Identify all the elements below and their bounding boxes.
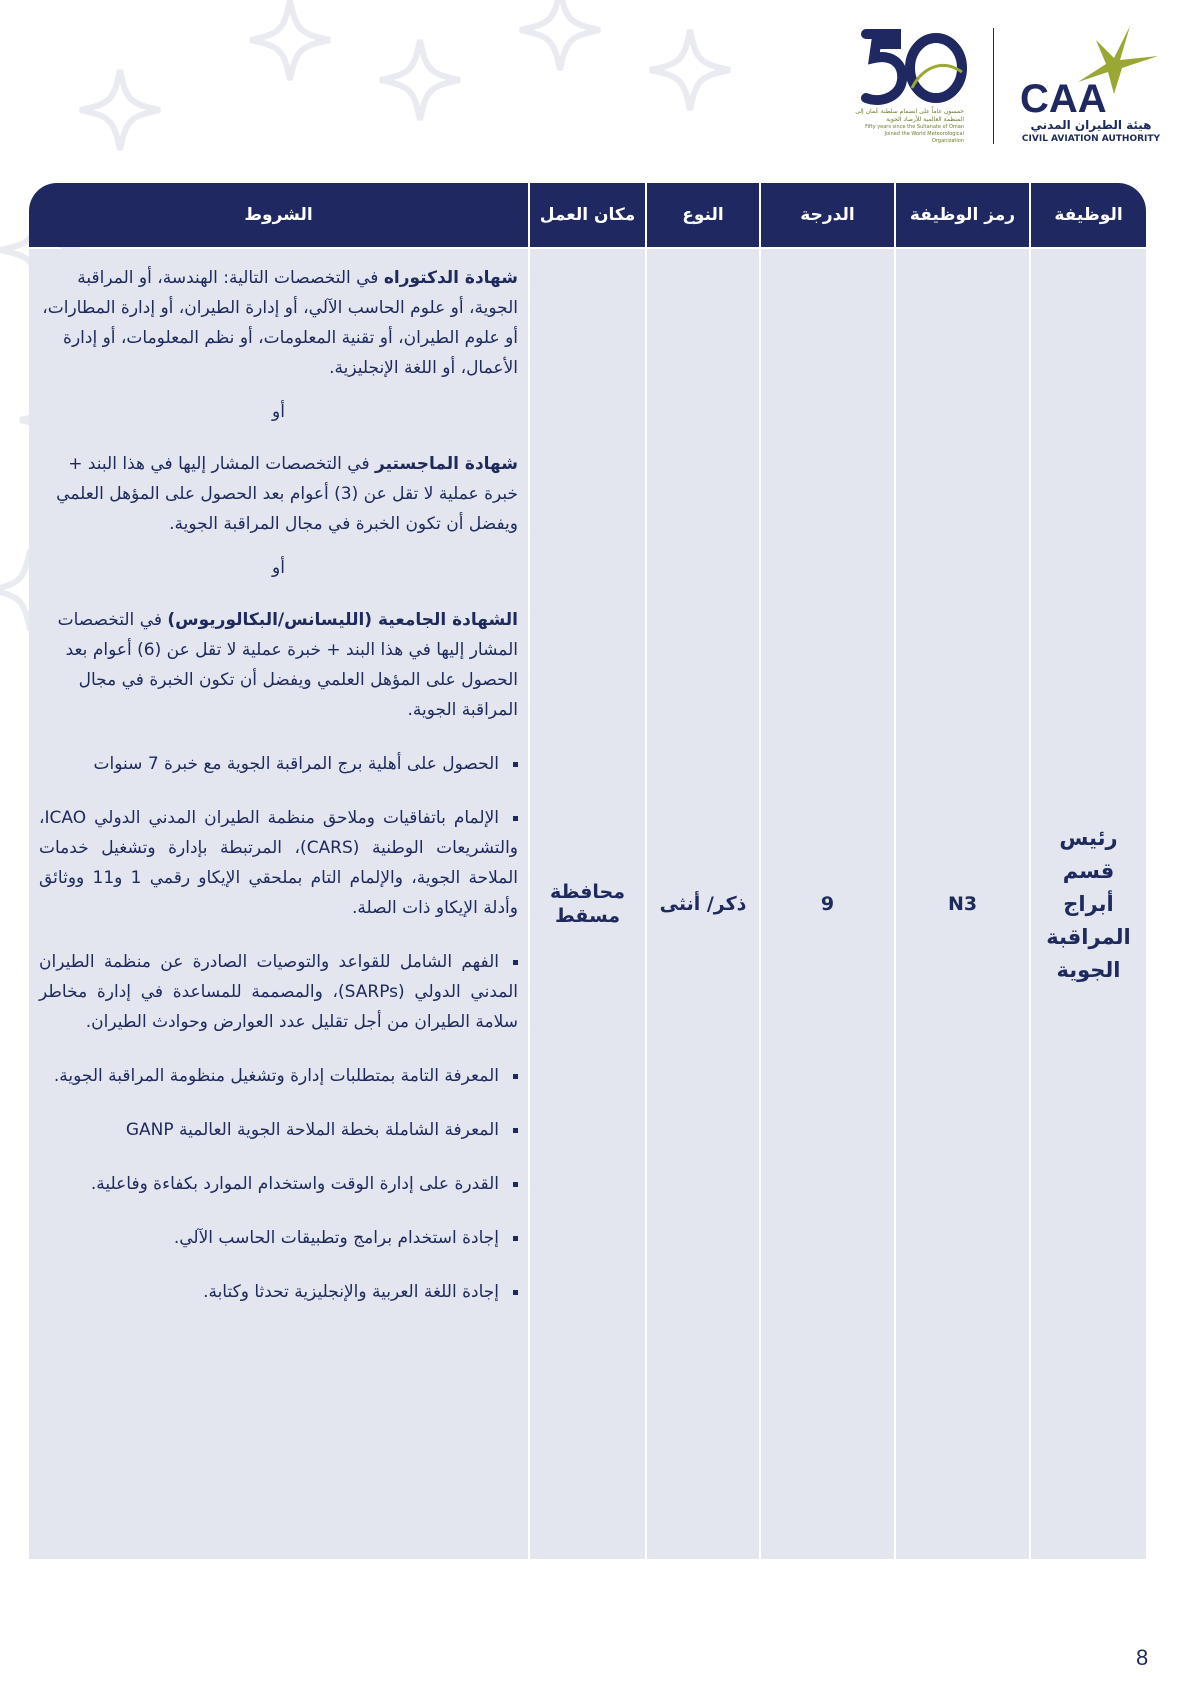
bullet-square-icon bbox=[513, 960, 518, 965]
bullet-square-icon bbox=[513, 1074, 518, 1079]
caa-mark-text: CAA bbox=[1020, 77, 1107, 118]
anniv-ar-text: خمسون عاماً على انضمام سلطنة عُمان إلى المنظمة العالمية للأرصاد الجوية bbox=[855, 108, 964, 123]
table-header bbox=[29, 183, 1146, 247]
qualification-title: شهادة الدكتوراه bbox=[383, 268, 518, 288]
requirements-list bbox=[39, 749, 518, 1307]
qualification-phd bbox=[39, 263, 518, 383]
bullet-square-icon bbox=[513, 816, 518, 821]
header-gender: النوع bbox=[645, 183, 759, 247]
caa-logo bbox=[1018, 26, 1164, 146]
bullet-square-icon bbox=[513, 1236, 518, 1241]
jobs-table bbox=[29, 183, 1146, 1559]
qualification-text: في التخصصات المشار إليها في هذا البند + خبرة عملية لا تقل عن (3) أعوام بعد الحصول على المؤهل العلمي ويفضل أن تكون الخبرة في مجال المراقبة الجوية. bbox=[56, 454, 518, 534]
qualification-text: في التخصصات التالية: الهندسة، أو المراقبة الجوية، أو علوم الحاسب الآلي، أو إدارة الطيران، أو إدارة المطارات، أو علوم الطيران، أو تقنية المعلومات، أو نظم المعلومات، أو إدارة الأعمال، أو اللغة الإنجليزية. bbox=[42, 268, 518, 378]
cell-code: N3 bbox=[894, 249, 1029, 1559]
cell-place: محافظة مسقط bbox=[528, 249, 645, 1559]
list-item bbox=[39, 1169, 518, 1199]
list-item-text: الحصول على أهلية برج المراقبة الجوية مع خبرة 7 سنوات bbox=[93, 754, 499, 774]
or-separator: أو bbox=[272, 402, 285, 422]
anniv-en-text: Fifty years since the Sultanate of Oman Joined the World Meteorological Organization bbox=[865, 124, 964, 144]
header-conditions: الشروط bbox=[244, 205, 313, 225]
cell-job: رئيس قسم أبراج المراقبة الجوية bbox=[1029, 249, 1146, 1559]
table-row bbox=[29, 249, 1146, 1559]
bullet-square-icon bbox=[513, 1290, 518, 1295]
cell-gender: ذكر/ أنثى bbox=[645, 249, 759, 1559]
caa-ar-text: هيئة الطيران المدني bbox=[1030, 118, 1152, 132]
or-separator: أو bbox=[272, 558, 285, 578]
page-number: 8 bbox=[1136, 1645, 1149, 1670]
cell-conditions bbox=[29, 249, 528, 1559]
caa-plane-icon bbox=[1018, 26, 1164, 118]
qualification-title: الشهادة الجامعية (الليسانس/البكالوريوس) bbox=[167, 610, 518, 630]
fifty-years-logo bbox=[852, 28, 970, 146]
qualification-bachelor bbox=[39, 605, 518, 725]
list-item bbox=[39, 1061, 518, 1091]
header-job: الوظيفة bbox=[1029, 183, 1146, 247]
qualification-text: في التخصصات المشار إليها في هذا البند + خبرة عملية لا تقل عن (6) أعوام بعد الحصول على المؤهل العلمي ويفضل أن تكون الخبرة في مجال المراقبة الجوية. bbox=[57, 610, 518, 720]
list-item bbox=[39, 803, 518, 923]
list-item bbox=[39, 947, 518, 1037]
list-item bbox=[39, 1277, 518, 1307]
bullet-square-icon bbox=[513, 1128, 518, 1133]
cell-grade: 9 bbox=[759, 249, 894, 1559]
bullet-square-icon bbox=[513, 762, 518, 767]
fifty-mark-icon bbox=[852, 28, 970, 108]
header-grade: الدرجة bbox=[759, 183, 894, 247]
caa-en-text: CIVIL AVIATION AUTHORITY bbox=[1021, 134, 1161, 144]
bullet-square-icon bbox=[513, 1182, 518, 1187]
logo-divider bbox=[993, 28, 994, 144]
list-item bbox=[39, 1115, 518, 1145]
header-code: رمز الوظيفة bbox=[894, 183, 1029, 247]
header-place: مكان العمل bbox=[528, 183, 645, 247]
list-item-text: إجادة اللغة العربية والإنجليزية تحدثا وكتابة. bbox=[203, 1282, 499, 1302]
list-item-text: الإلمام باتفاقيات وملاحق منظمة الطيران المدني الدولي ICAO، والتشريعات الوطنية (CARS)، المرتبطة بإدارة وتشغيل خدمات الملاحة الجوية، والإلمام التام بملحقي الإيكاو رقمي 1 و11 ووثائق وأدلة الإيكاو ذات الصلة. bbox=[39, 808, 519, 918]
list-item bbox=[39, 1223, 518, 1253]
list-item-text: إجادة استخدام برامج وتطبيقات الحاسب الآلي. bbox=[173, 1228, 499, 1248]
list-item-text: القدرة على إدارة الوقت واستخدام الموارد بكفاءة وفاعلية. bbox=[90, 1174, 499, 1194]
qualification-masters bbox=[39, 449, 518, 539]
list-item-text: المعرفة الشاملة بخطة الملاحة الجوية العالمية GANP bbox=[125, 1120, 499, 1140]
list-item bbox=[39, 749, 518, 779]
qualification-title: شهادة الماجستير bbox=[375, 454, 518, 474]
list-item-text: الفهم الشامل للقواعد والتوصيات الصادرة عن منظمة الطيران المدني الدولي (SARPs)، والمصممة للمساعدة في إدارة مخاطر سلامة الطيران من أجل تقليل عدد العوارض وحوادث الطيران. bbox=[39, 952, 518, 1032]
list-item-text: المعرفة التامة بمتطلبات إدارة وتشغيل منظومة المراقبة الجوية. bbox=[53, 1066, 499, 1086]
